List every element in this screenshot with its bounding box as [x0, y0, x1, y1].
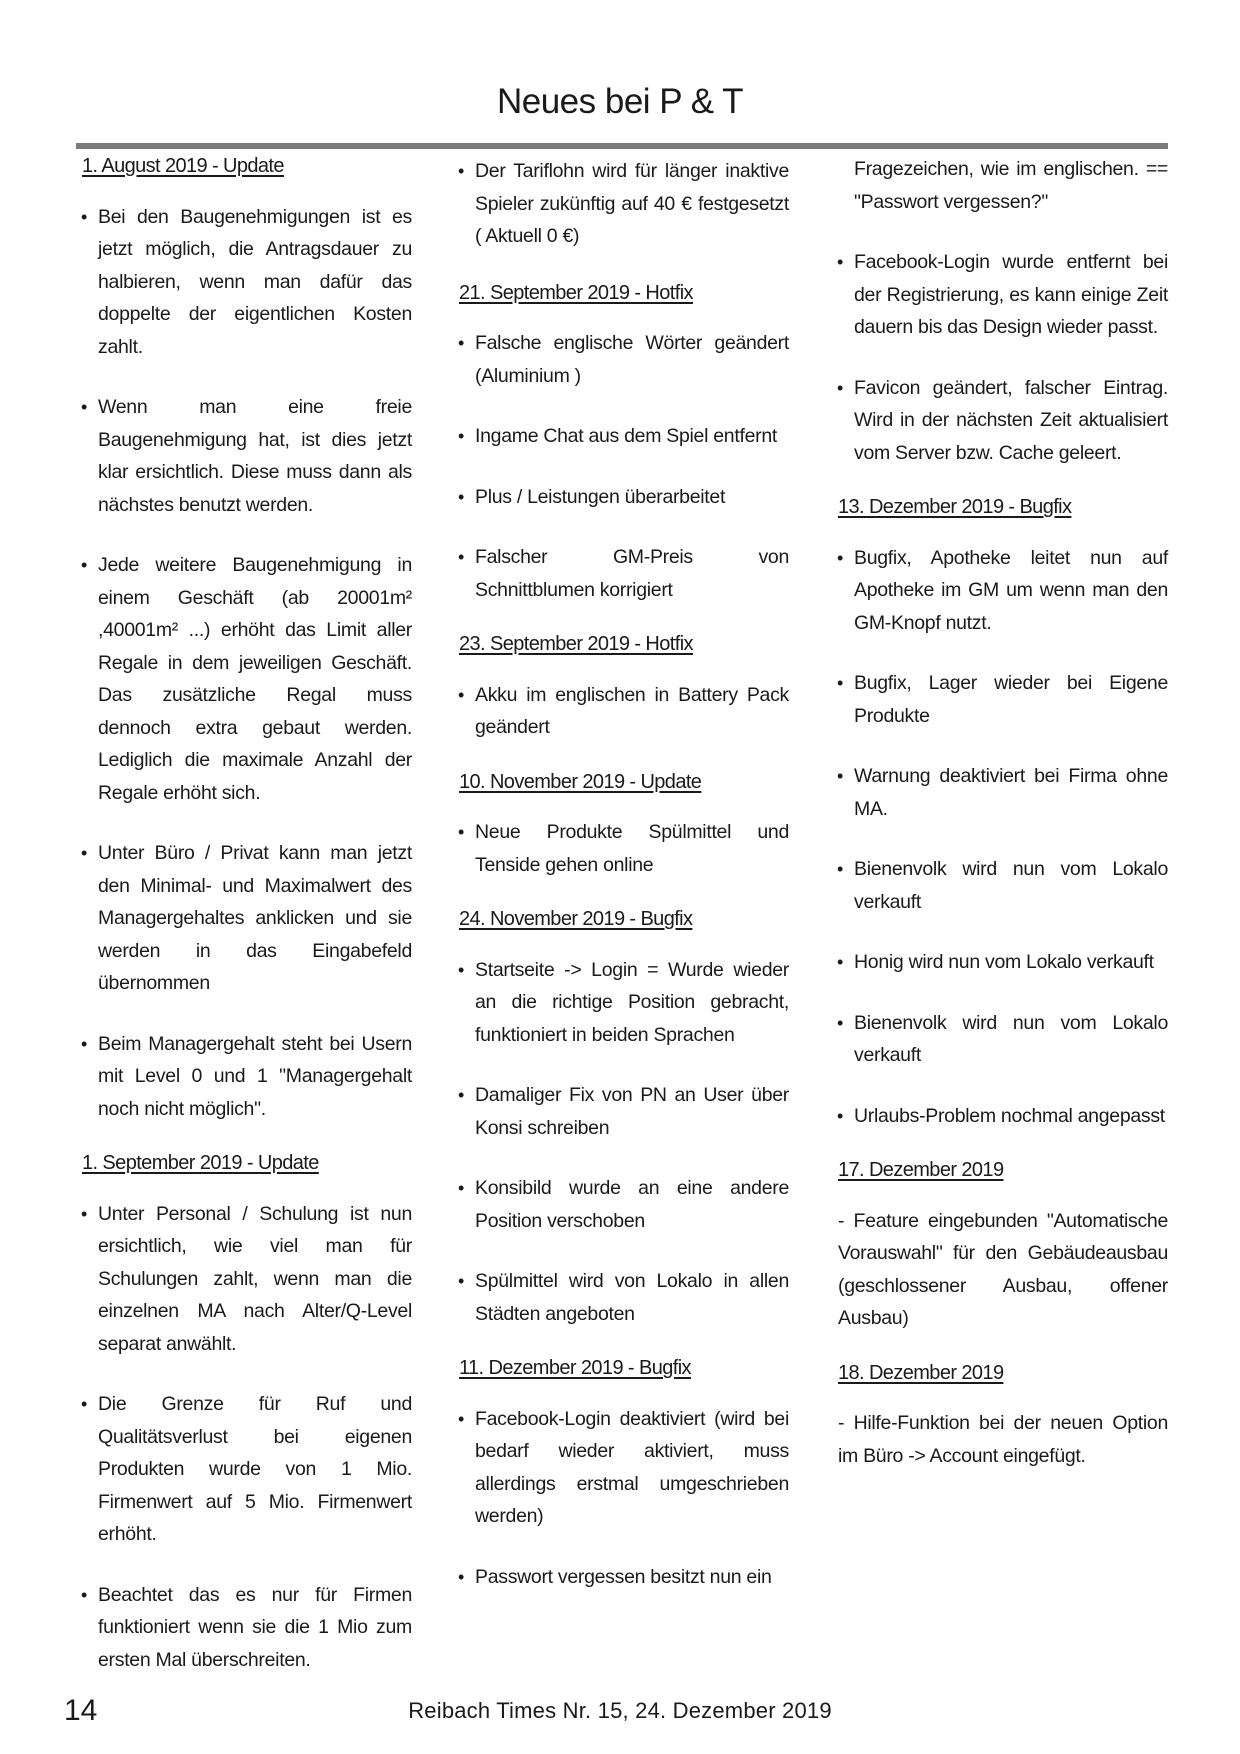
list-item: • Wenn man eine freie Baugenehmigung hat, ist dies jetzt klar ersichtlich. Diese muss dann als nächstes benutzt werden. [82, 391, 412, 521]
section-text: - Feature eingebunden "Automatische Vorauswahl" für den Gebäudeausbau (geschlossener Ausbau, offener Ausbau) [838, 1209, 1168, 1329]
update-list [838, 542, 1168, 1133]
section-heading: 10. November 2019 - Update [459, 770, 702, 793]
update-list [459, 327, 789, 606]
list-item: • Passwort vergessen besitzt nun ein [459, 1561, 789, 1594]
list-item: • Facebook-Login wurde entfernt bei der Registrierung, es kann einige Zeit dauern bis das Design wieder passt. [838, 246, 1168, 344]
list-item: • Favicon geändert, falscher Eintrag. Wird in der nächsten Zeit aktualisiert vom Server bzw. Cache geleert. [838, 372, 1168, 470]
list-item: • Der Tariflohn wird für länger inaktive Spieler zukünftig auf 40 € festgesetzt ( Aktuell 0 €) [459, 155, 789, 253]
list-item: • Neue Produkte Spülmittel und Tenside gehen online [459, 816, 789, 881]
update-list [459, 155, 789, 253]
update-list [459, 954, 789, 1331]
list-item: • Akku im englischen in Battery Pack geändert [459, 679, 789, 744]
list-item: • Bugfix, Lager wieder bei Eigene Produkte [838, 667, 1168, 732]
list-item: • Damaliger Fix von PN an User über Konsi schreiben [459, 1079, 789, 1144]
update-list [838, 153, 1168, 469]
list-item: • Bugfix, Apotheke leitet nun auf Apotheke im GM um wenn man den GM-Knopf nutzt. [838, 542, 1168, 640]
list-item: • Bienenvolk wird nun vom Lokalo verkauft [838, 853, 1168, 918]
list-item: • Facebook-Login deaktiviert (wird bei bedarf wieder aktiviert, muss allerdings erstmal umgeschrieben werden) [459, 1403, 789, 1533]
list-item: • Plus / Leistungen überarbeitet [459, 481, 789, 514]
list-item: • Falsche englische Wörter geändert (Aluminium ) [459, 327, 789, 392]
list-item: • Spülmittel wird von Lokalo in allen Städten angeboten [459, 1265, 789, 1330]
section-heading: 1. September 2019 - Update [82, 1152, 319, 1174]
list-item: • Startseite -> Login = Wurde wieder an die richtige Position gebracht, funktioniert in beiden Sprachen [459, 954, 789, 1052]
list-item: • Konsibild wurde an eine andere Position verschoben [459, 1172, 789, 1237]
section-heading: 24. November 2019 - Bugfix [459, 908, 693, 930]
column-3 [838, 153, 1168, 1494]
section-text: - Hilfe-Funktion bei der neuen Option im Büro -> Account eingefügt. [838, 1412, 1168, 1467]
column-1 [82, 150, 412, 1704]
list-item: • Falscher GM-Preis von Schnittblumen korrigiert [459, 541, 789, 606]
update-list [459, 816, 789, 881]
footer-publication: Reibach Times Nr. 15, 24. Dezember 2019 [408, 1698, 832, 1723]
title-divider [76, 143, 1168, 149]
section-heading: 18. Dezember 2019 [838, 1361, 1004, 1384]
list-item: • Beachtet das es nur für Firmen funktioniert wenn sie die 1 Mio zum ersten Mal überschreiten. [82, 1579, 412, 1677]
section-heading: 23. September 2019 - Hotfix [459, 633, 693, 655]
list-item: • Bei den Baugenehmigungen ist es jetzt möglich, die Antragsdauer zu halbieren, wenn man dafür das doppelte der eigentlichen Kosten zahlt. [82, 201, 412, 364]
update-list [459, 679, 789, 744]
list-item: • Warnung deaktiviert bei Firma ohne MA. [838, 760, 1168, 825]
update-list [82, 201, 412, 1126]
section-heading: 11. Dezember 2019 - Bugfix [459, 1357, 691, 1379]
page-title: Neues bei P & T [496, 82, 744, 121]
section-heading: 21. September 2019 - Hotfix [459, 281, 693, 304]
list-item: • Unter Büro / Privat kann man jetzt den Minimal- und Maximalwert des Managergehaltes anklicken und sie werden in das Eingabefeld übernommen [82, 837, 412, 1000]
page-number: 14 [64, 1694, 98, 1727]
list-item-continuation: Fragezeichen, wie im englischen. == "Passwort vergessen?" [854, 158, 1168, 213]
list-item: • Urlaubs-Problem nochmal angepasst [838, 1100, 1168, 1133]
update-list [82, 1198, 412, 1677]
list-item: • Ingame Chat aus dem Spiel entfernt [459, 420, 789, 453]
list-item: • Beim Managergehalt steht bei Usern mit Level 0 und 1 "Managergehalt noch nicht möglich". [82, 1028, 412, 1126]
list-item: • Honig wird nun vom Lokalo verkauft [838, 946, 1168, 979]
list-item: • Unter Personal / Schulung ist nun ersichtlich, wie viel man für Schulungen zahlt, wenn man die einzelnen MA nach Alter/Q-Level separat anwählt. [82, 1198, 412, 1361]
section-heading: 1. August 2019 - Update [82, 155, 284, 177]
list-item: • Jede weitere Baugenehmigung in einem Geschäft (ab 20001m² ,40001m² ...) erhöht das Limit aller Regale in dem jeweiligen Geschäft. Das zusätzliche Regal muss dennoch extra gebaut werden. Lediglich die maximale Anzahl der Regale erhöht sich. [82, 549, 412, 809]
update-list [459, 1403, 789, 1594]
section-heading: 17. Dezember 2019 [838, 1159, 1004, 1181]
list-item: • Die Grenze für Ruf und Qualitätsverlust bei eigenen Produkten wurde von 1 Mio. Firmenwert auf 5 Mio. Firmenwert erhöht. [82, 1388, 412, 1551]
list-item: • Bienenvolk wird nun vom Lokalo verkauft [838, 1007, 1168, 1072]
section-heading: 13. Dezember 2019 - Bugfix [838, 496, 1072, 518]
column-2 [459, 155, 789, 1621]
